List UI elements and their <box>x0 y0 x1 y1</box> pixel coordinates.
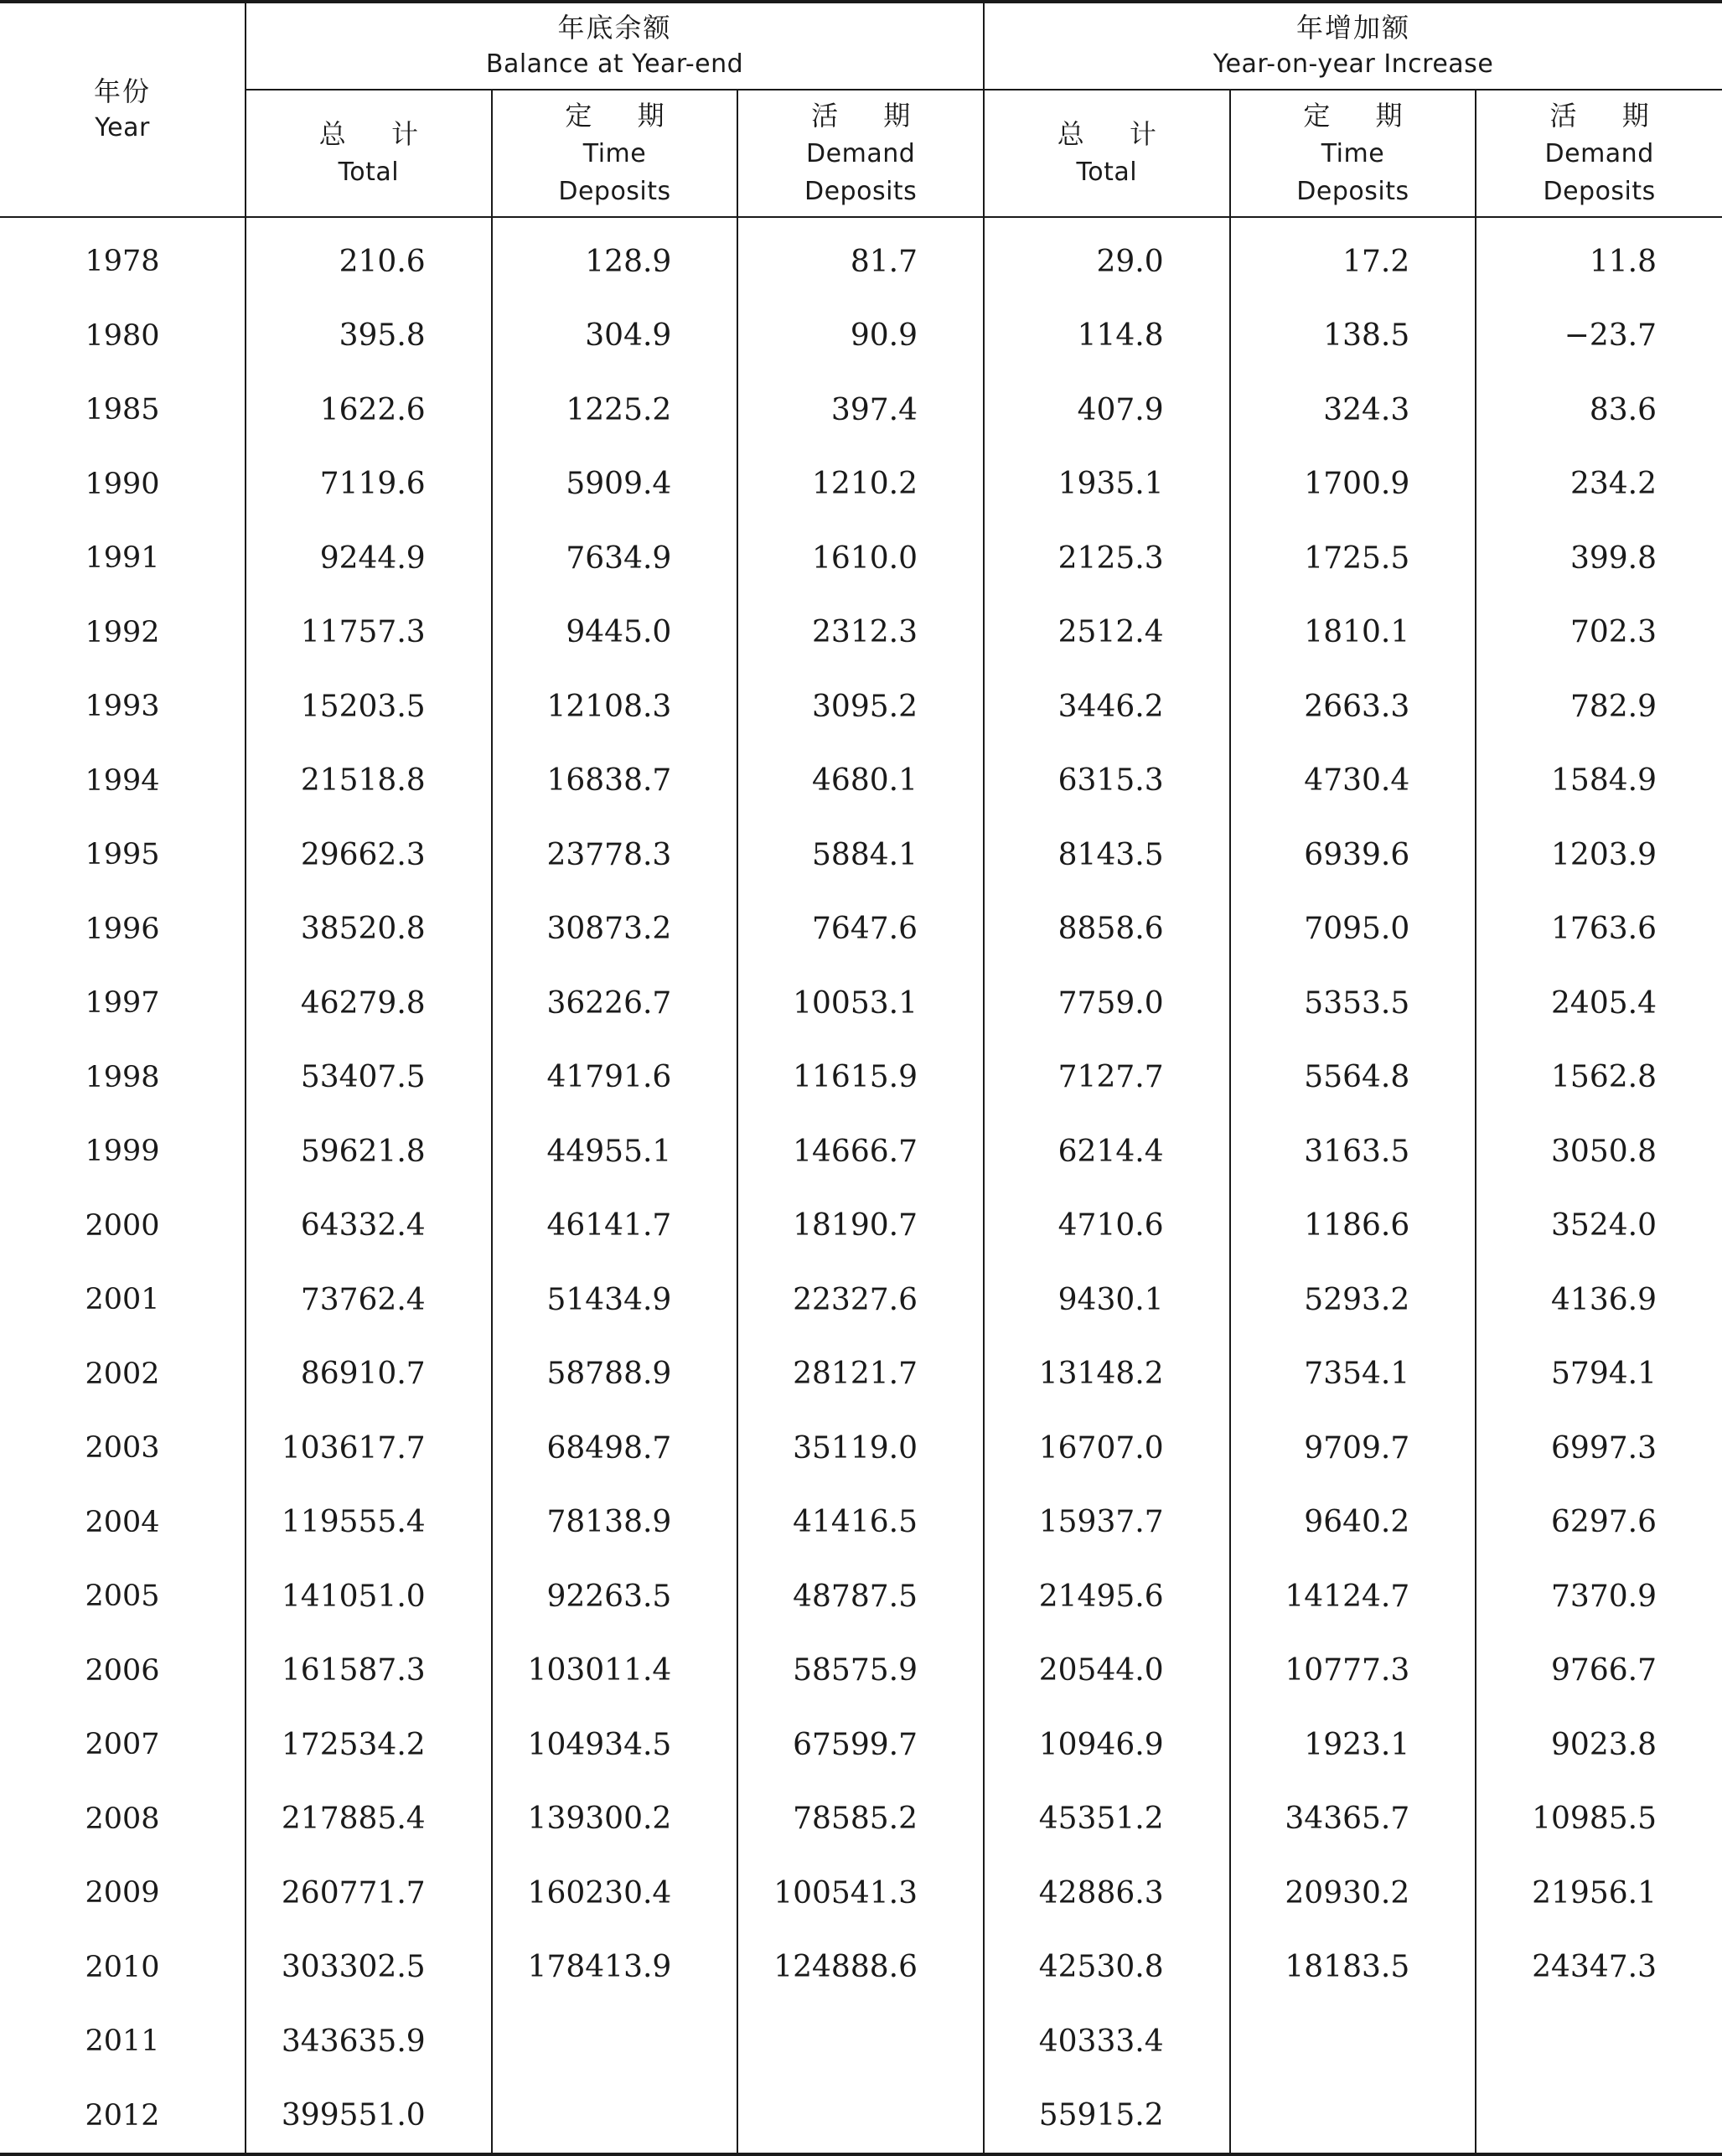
table-row <box>0 1337 1722 1412</box>
increase-time-cell <box>1230 2079 1476 2155</box>
balance-total-cell: 7119.6 <box>246 447 492 522</box>
increase-group-header <box>984 2 1722 90</box>
balance-total-zh: 总 计 <box>318 118 437 150</box>
balance-demand-header <box>737 90 984 217</box>
balance-total-cell: 343635.9 <box>246 2004 492 2079</box>
increase-time-cell: 1186.6 <box>1230 1189 1476 1264</box>
balance-time-cell: 23778.3 <box>492 818 738 892</box>
increase-time-cell: 5353.5 <box>1230 966 1476 1041</box>
increase-demand-cell: −23.7 <box>1476 299 1722 374</box>
table-row <box>0 670 1722 744</box>
table-row <box>0 2004 1722 2079</box>
balance-time-cell: 92263.5 <box>492 1559 738 1634</box>
increase-total-cell: 16707.0 <box>984 1411 1230 1486</box>
balance-demand-cell: 81.7 <box>737 217 984 299</box>
increase-demand-cell: 1763.6 <box>1476 892 1722 967</box>
year-cell: 1999 <box>85 1135 160 1169</box>
balance-time-cell: 9445.0 <box>492 596 738 670</box>
balance-demand-cell: 58575.9 <box>737 1634 984 1709</box>
increase-total-cell: 3446.2 <box>984 670 1230 744</box>
year-header-en: Year <box>95 113 150 142</box>
balance-total-cell: 210.6 <box>246 217 492 299</box>
balance-time-cell: 104934.5 <box>492 1708 738 1782</box>
increase-total-cell: 42886.3 <box>984 1856 1230 1931</box>
increase-total-cell: 407.9 <box>984 373 1230 447</box>
increase-demand-en-1: Demand <box>1544 138 1654 168</box>
balance-total-header <box>246 90 492 217</box>
year-cell: 1991 <box>85 541 160 576</box>
balance-time-cell: 41791.6 <box>492 1041 738 1115</box>
balance-demand-cell: 3095.2 <box>737 670 984 744</box>
increase-demand-cell: 2405.4 <box>1476 966 1722 1041</box>
balance-time-cell: 139300.2 <box>492 1782 738 1857</box>
table-row <box>0 2079 1722 2155</box>
balance-total-cell: 260771.7 <box>246 1856 492 1931</box>
increase-demand-cell: 24347.3 <box>1476 1931 1722 2005</box>
balance-demand-cell: 11615.9 <box>737 1041 984 1115</box>
balance-demand-cell: 67599.7 <box>737 1708 984 1782</box>
balance-total-cell: 9244.9 <box>246 521 492 596</box>
increase-time-cell: 138.5 <box>1230 299 1476 374</box>
increase-time-zh: 定 期 <box>1303 99 1421 132</box>
year-cell: 2005 <box>85 1580 160 1614</box>
increase-total-cell: 8143.5 <box>984 818 1230 892</box>
year-cell: 2000 <box>85 1208 160 1243</box>
balance-total-cell: 46279.8 <box>246 966 492 1041</box>
balance-demand-cell <box>737 2004 984 2079</box>
year-cell: 2008 <box>85 1802 160 1836</box>
table-row <box>0 1041 1722 1115</box>
increase-total-cell: 1935.1 <box>984 447 1230 522</box>
balance-total-cell: 217885.4 <box>246 1782 492 1857</box>
balance-demand-cell: 48787.5 <box>737 1559 984 1634</box>
year-cell: 1995 <box>85 838 160 872</box>
balance-total-cell: 303302.5 <box>246 1931 492 2005</box>
table-body <box>0 217 1722 2154</box>
increase-time-cell: 1810.1 <box>1230 596 1476 670</box>
increase-time-cell: 34365.7 <box>1230 1782 1476 1857</box>
balance-time-cell: 78138.9 <box>492 1486 738 1560</box>
increase-time-cell <box>1230 2004 1476 2079</box>
increase-time-cell: 18183.5 <box>1230 1931 1476 2005</box>
increase-demand-cell <box>1476 2004 1722 2079</box>
increase-demand-en-2: Deposits <box>1543 176 1656 206</box>
table-row <box>0 1263 1722 1337</box>
year-cell: 2012 <box>0 2079 246 2155</box>
balance-time-cell: 128.9 <box>492 217 738 299</box>
increase-time-cell: 4730.4 <box>1230 744 1476 819</box>
table-row <box>0 1708 1722 1782</box>
year-cell: 1978 <box>85 245 160 279</box>
balance-time-cell: 7634.9 <box>492 521 738 596</box>
increase-total-cell: 2512.4 <box>984 596 1230 670</box>
table-row <box>0 373 1722 447</box>
balance-total-cell: 15203.5 <box>246 670 492 744</box>
table-row <box>0 447 1722 522</box>
increase-demand-cell: 399.8 <box>1476 521 1722 596</box>
year-cell: 2009 <box>85 1876 160 1910</box>
table-row <box>0 1856 1722 1931</box>
balance-time-cell: 58788.9 <box>492 1337 738 1412</box>
table-row <box>0 1189 1722 1264</box>
balance-time-cell: 103011.4 <box>492 1634 738 1709</box>
increase-demand-cell: 782.9 <box>1476 670 1722 744</box>
increase-demand-cell: 5794.1 <box>1476 1337 1722 1412</box>
increase-time-cell: 1700.9 <box>1230 447 1476 522</box>
increase-time-en-2: Deposits <box>1296 176 1409 206</box>
increase-time-cell: 2663.3 <box>1230 670 1476 744</box>
increase-total-cell: 13148.2 <box>984 1337 1230 1412</box>
balance-total-cell: 141051.0 <box>246 1559 492 1634</box>
balance-time-cell: 16838.7 <box>492 744 738 819</box>
increase-total-cell: 29.0 <box>984 217 1230 299</box>
increase-total-cell: 2125.3 <box>984 521 1230 596</box>
increase-total-cell: 6315.3 <box>984 744 1230 819</box>
table-row <box>0 1634 1722 1709</box>
increase-time-cell: 324.3 <box>1230 373 1476 447</box>
increase-total-cell: 114.8 <box>984 299 1230 374</box>
balance-time-cell: 1225.2 <box>492 373 738 447</box>
increase-total-cell: 8858.6 <box>984 892 1230 967</box>
increase-group-en: Year-on-year Increase <box>1213 49 1494 79</box>
increase-demand-cell: 1584.9 <box>1476 744 1722 819</box>
table-row <box>0 744 1722 819</box>
increase-time-cell: 10777.3 <box>1230 1634 1476 1709</box>
balance-demand-cell: 1210.2 <box>737 447 984 522</box>
year-cell: 2002 <box>85 1357 160 1391</box>
increase-total-cell: 7759.0 <box>984 966 1230 1041</box>
balance-demand-en-1: Demand <box>806 138 916 168</box>
balance-time-cell: 68498.7 <box>492 1411 738 1486</box>
increase-demand-cell <box>1476 2079 1722 2155</box>
balance-time-en-2: Deposits <box>558 176 671 206</box>
increase-time-en-1: Time <box>1321 138 1385 168</box>
balance-time-cell: 304.9 <box>492 299 738 374</box>
increase-total-header <box>984 90 1230 217</box>
balance-demand-cell: 2312.3 <box>737 596 984 670</box>
increase-total-cell: 42530.8 <box>984 1931 1230 2005</box>
balance-time-cell <box>492 2079 738 2155</box>
balance-total-cell: 161587.3 <box>246 1634 492 1709</box>
increase-time-cell: 7354.1 <box>1230 1337 1476 1412</box>
year-cell: 1996 <box>85 912 160 946</box>
balance-time-zh: 定 期 <box>565 99 683 132</box>
balance-time-header <box>492 90 738 217</box>
year-cell: 1997 <box>85 986 160 1021</box>
increase-time-cell: 1725.5 <box>1230 521 1476 596</box>
increase-total-cell: 40333.4 <box>984 2004 1230 2079</box>
increase-demand-cell: 4136.9 <box>1476 1263 1722 1337</box>
balance-total-cell: 172534.2 <box>246 1708 492 1782</box>
balance-total-cell: 29662.3 <box>246 818 492 892</box>
increase-demand-cell: 83.6 <box>1476 373 1722 447</box>
balance-demand-cell <box>737 2079 984 2155</box>
year-cell: 2011 <box>85 2024 160 2059</box>
increase-time-cell: 17.2 <box>1230 217 1476 299</box>
year-cell: 1980 <box>85 318 160 353</box>
table-row <box>0 818 1722 892</box>
balance-demand-cell: 28121.7 <box>737 1337 984 1412</box>
balance-group-zh: 年底余额 <box>557 12 672 44</box>
balance-group-en: Balance at Year-end <box>485 49 744 79</box>
balance-group-header <box>246 2 984 90</box>
balance-total-cell: 395.8 <box>246 299 492 374</box>
increase-demand-cell: 702.3 <box>1476 596 1722 670</box>
increase-group-zh: 年增加额 <box>1295 12 1410 44</box>
balance-demand-cell: 100541.3 <box>737 1856 984 1931</box>
year-header-zh: 年份 <box>94 75 152 107</box>
table-row <box>0 1782 1722 1857</box>
increase-time-cell: 3163.5 <box>1230 1114 1476 1189</box>
balance-total-cell: 399551.0 <box>246 2079 492 2155</box>
balance-time-cell: 178413.9 <box>492 1931 738 2005</box>
increase-demand-cell: 9023.8 <box>1476 1708 1722 1782</box>
increase-demand-cell: 21956.1 <box>1476 1856 1722 1931</box>
balance-demand-cell: 22327.6 <box>737 1263 984 1337</box>
increase-time-cell: 9640.2 <box>1230 1486 1476 1560</box>
increase-time-header <box>1230 90 1476 217</box>
balance-demand-cell: 7647.6 <box>737 892 984 967</box>
balance-demand-cell: 35119.0 <box>737 1411 984 1486</box>
balance-demand-cell: 78585.2 <box>737 1782 984 1857</box>
balance-total-cell: 86910.7 <box>246 1337 492 1412</box>
balance-total-cell: 73762.4 <box>246 1263 492 1337</box>
balance-time-cell: 36226.7 <box>492 966 738 1041</box>
balance-total-cell: 64332.4 <box>246 1189 492 1264</box>
balance-time-cell: 30873.2 <box>492 892 738 967</box>
increase-demand-cell: 10985.5 <box>1476 1782 1722 1857</box>
increase-time-cell: 6939.6 <box>1230 818 1476 892</box>
increase-total-zh: 总 计 <box>1057 118 1175 150</box>
table-row <box>0 299 1722 374</box>
balance-demand-cell: 14666.7 <box>737 1114 984 1189</box>
balance-demand-cell: 124888.6 <box>737 1931 984 2005</box>
increase-total-cell: 45351.2 <box>984 1782 1230 1857</box>
balance-time-cell: 51434.9 <box>492 1263 738 1337</box>
balance-demand-cell: 90.9 <box>737 299 984 374</box>
balance-total-cell: 59621.8 <box>246 1114 492 1189</box>
increase-total-cell: 20544.0 <box>984 1634 1230 1709</box>
balance-time-cell: 44955.1 <box>492 1114 738 1189</box>
year-cell: 1994 <box>85 763 160 798</box>
balance-time-cell: 5909.4 <box>492 447 738 522</box>
table-row <box>0 892 1722 967</box>
balance-demand-cell: 397.4 <box>737 373 984 447</box>
balance-total-cell: 21518.8 <box>246 744 492 819</box>
increase-demand-cell: 11.8 <box>1476 217 1722 299</box>
increase-time-cell: 1923.1 <box>1230 1708 1476 1782</box>
balance-demand-cell: 1610.0 <box>737 521 984 596</box>
increase-demand-cell: 3524.0 <box>1476 1189 1722 1264</box>
balance-demand-cell: 5884.1 <box>737 818 984 892</box>
year-cell: 1993 <box>85 690 160 724</box>
increase-time-cell: 9709.7 <box>1230 1411 1476 1486</box>
year-cell: 2001 <box>85 1283 160 1317</box>
table-row <box>0 1559 1722 1634</box>
increase-time-cell: 5293.2 <box>1230 1263 1476 1337</box>
increase-total-cell: 4710.6 <box>984 1189 1230 1264</box>
increase-total-cell: 10946.9 <box>984 1708 1230 1782</box>
balance-demand-cell: 10053.1 <box>737 966 984 1041</box>
balance-total-cell: 103617.7 <box>246 1411 492 1486</box>
increase-time-cell: 5564.8 <box>1230 1041 1476 1115</box>
increase-total-cell: 7127.7 <box>984 1041 1230 1115</box>
increase-total-cell: 55915.2 <box>984 2079 1230 2155</box>
table-row <box>0 1411 1722 1486</box>
balance-total-cell: 1622.6 <box>246 373 492 447</box>
year-cell: 2004 <box>85 1505 160 1539</box>
year-cell: 1990 <box>85 467 160 501</box>
balance-total-cell: 53407.5 <box>246 1041 492 1115</box>
balance-time-cell: 12108.3 <box>492 670 738 744</box>
increase-demand-cell: 6997.3 <box>1476 1411 1722 1486</box>
increase-demand-cell: 6297.6 <box>1476 1486 1722 1560</box>
balance-demand-en-2: Deposits <box>804 176 918 206</box>
increase-time-cell: 7095.0 <box>1230 892 1476 967</box>
balance-demand-zh: 活 期 <box>811 99 929 132</box>
year-cell: 2010 <box>85 1950 160 1984</box>
increase-time-cell: 14124.7 <box>1230 1559 1476 1634</box>
year-cell: 1998 <box>85 1060 160 1094</box>
increase-total-cell: 9430.1 <box>984 1263 1230 1337</box>
increase-demand-header <box>1476 90 1722 217</box>
balance-time-cell <box>492 2004 738 2079</box>
table-row <box>0 966 1722 1041</box>
table-row <box>0 217 1722 299</box>
increase-total-cell: 15937.7 <box>984 1486 1230 1560</box>
table-row <box>0 1931 1722 2005</box>
increase-demand-cell: 9766.7 <box>1476 1634 1722 1709</box>
balance-total-cell: 119555.4 <box>246 1486 492 1560</box>
increase-demand-cell: 1203.9 <box>1476 818 1722 892</box>
increase-demand-cell: 7370.9 <box>1476 1559 1722 1634</box>
increase-total-cell: 6214.4 <box>984 1114 1230 1189</box>
year-cell: 1992 <box>85 615 160 649</box>
increase-total-en: Total <box>1076 158 1138 187</box>
increase-time-cell: 20930.2 <box>1230 1856 1476 1931</box>
year-cell: 2007 <box>85 1728 160 1762</box>
balance-time-cell: 46141.7 <box>492 1189 738 1264</box>
year-cell: 2006 <box>85 1653 160 1688</box>
table-row <box>0 1114 1722 1189</box>
year-cell: 1985 <box>85 393 160 427</box>
balance-demand-cell: 4680.1 <box>737 744 984 819</box>
balance-demand-cell: 18190.7 <box>737 1189 984 1264</box>
balance-time-cell: 160230.4 <box>492 1856 738 1931</box>
year-column-header <box>0 2 246 217</box>
increase-demand-cell: 234.2 <box>1476 447 1722 522</box>
increase-total-cell: 21495.6 <box>984 1559 1230 1634</box>
balance-time-en-1: Time <box>582 138 647 168</box>
increase-demand-cell: 1562.8 <box>1476 1041 1722 1115</box>
balance-total-en: Total <box>338 158 400 187</box>
balance-total-cell: 38520.8 <box>246 892 492 967</box>
increase-demand-zh: 活 期 <box>1549 99 1668 132</box>
balance-demand-cell: 41416.5 <box>737 1486 984 1560</box>
year-cell: 2003 <box>85 1431 160 1466</box>
table-row <box>0 521 1722 596</box>
table-row <box>0 596 1722 670</box>
increase-demand-cell: 3050.8 <box>1476 1114 1722 1189</box>
table-row <box>0 1486 1722 1560</box>
balance-total-cell: 11757.3 <box>246 596 492 670</box>
